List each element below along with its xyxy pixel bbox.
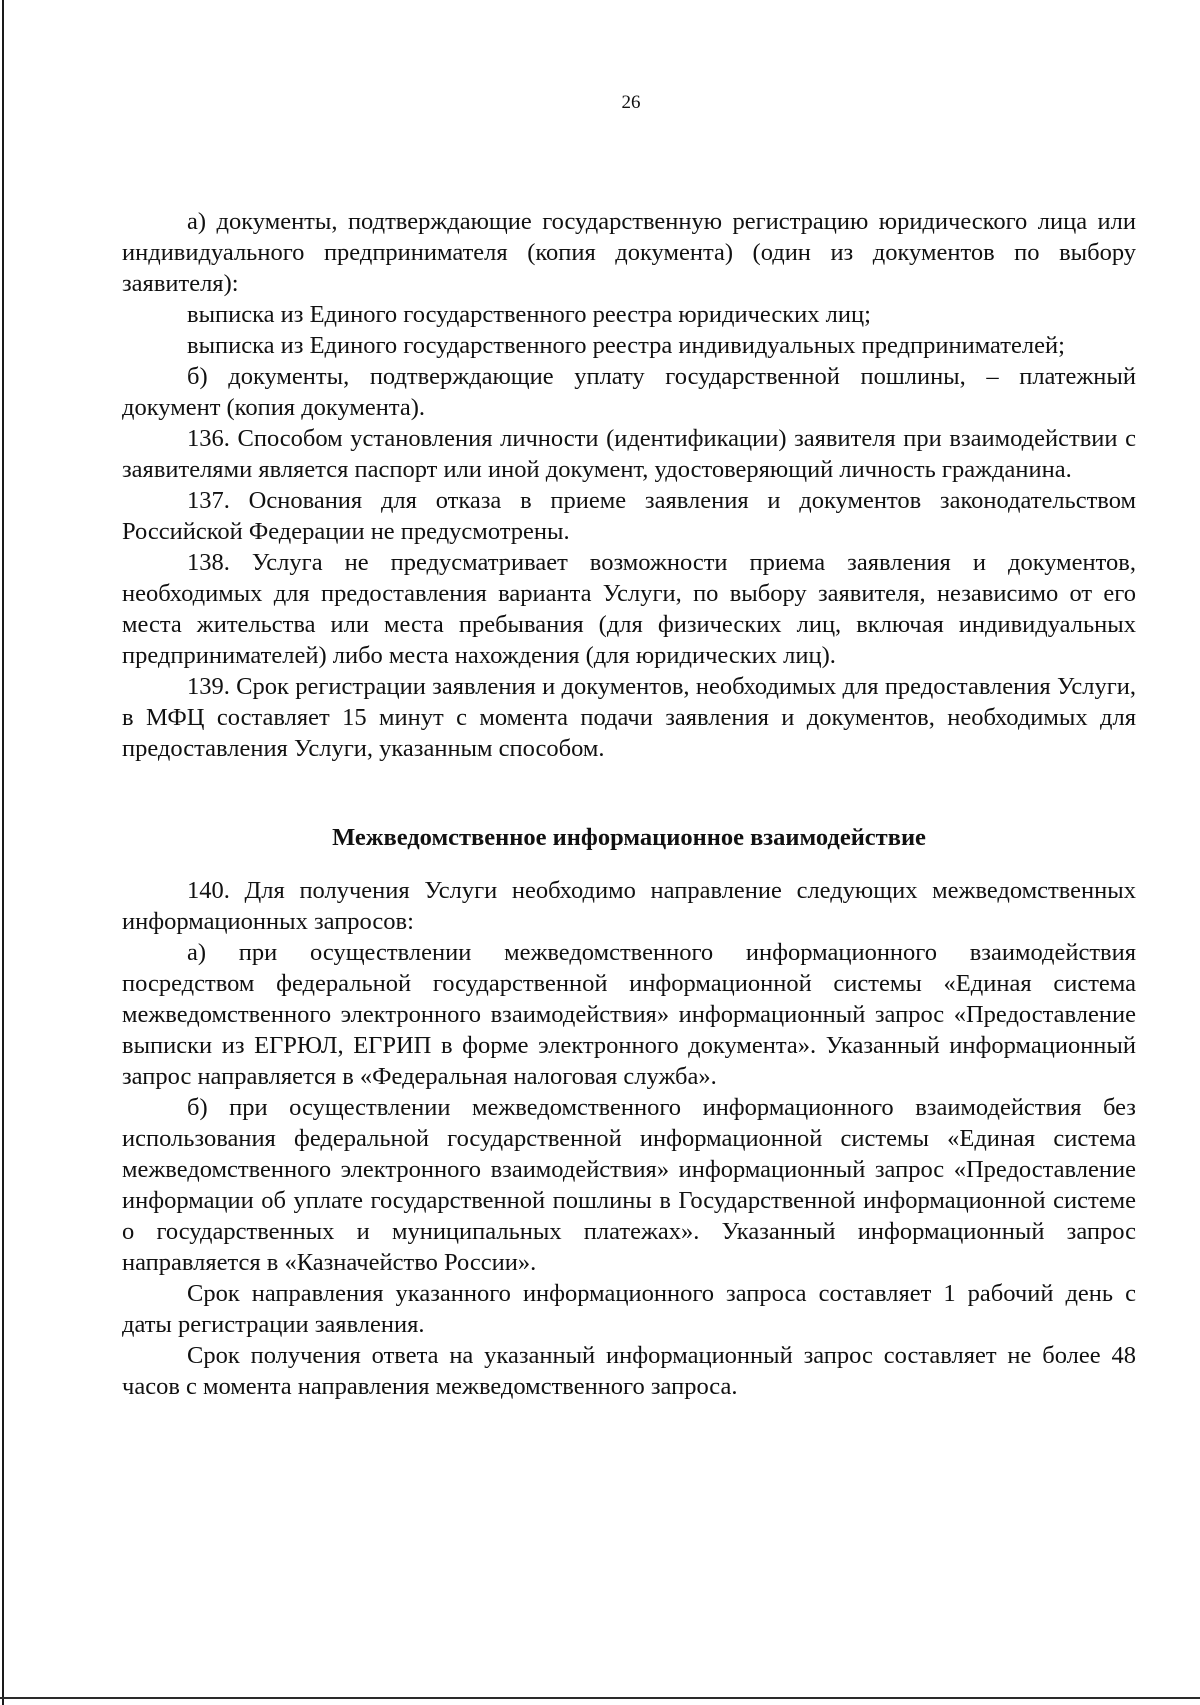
section-heading: Межведомственное информационное взаимодействие [332, 824, 926, 851]
scan-edge-left [2, 0, 4, 1705]
document-body [122, 206, 1136, 1402]
paragraph: Срок направления указанного информационного запроса составляет 1 рабочий день с даты регистрации заявления. [122, 1280, 1136, 1338]
paragraph: б) документы, подтверждающие уплату государственной пошлины, – платежный документ (копия документа). [122, 363, 1136, 421]
paragraph: выписка из Единого государственного реестра индивидуальных предпринимателей; [187, 332, 1065, 359]
paragraph: 137. Основания для отказа в приеме заявления и документов законодательством Российской Федерации не предусмотрены. [122, 487, 1136, 545]
paragraph: а) документы, подтверждающие государственную регистрацию юридического лица или индивидуального предпринимателя (копия документа) (один из документов по выбору заявителя): [122, 208, 1136, 297]
paragraph: Срок получения ответа на указанный информационный запрос составляет не более 48 часов с момента направления межведомственного запроса. [122, 1342, 1136, 1400]
paragraph: выписка из Единого государственного реестра юридических лиц; [187, 301, 871, 328]
paragraph: 139. Срок регистрации заявления и документов, необходимых для предоставления Услуги, в МФЦ составляет 15 минут с момента подачи заявления и документов, необходимых для предоставления Услуги, указанным способом. [122, 673, 1136, 762]
paragraph: 140. Для получения Услуги необходимо направление следующих межведомственных информационных запросов: [122, 877, 1136, 935]
paragraph: 136. Способом установления личности (идентификации) заявителя при взаимодействии с заявителями является паспорт или иной документ, удостоверяющий личность гражданина. [122, 425, 1136, 483]
scan-edge-bottom [0, 1697, 1200, 1699]
page-number: 26 [621, 92, 641, 113]
paragraph: а) при осуществлении межведомственного информационного взаимодействия посредством федеральной государственной информационной системы «Единая система межведомственного электронного взаимодействия» информационный запрос «Предоставление выписки из ЕГРЮЛ, ЕГРИП в форме электронного документа». Указанный информационный запрос направляется в «Федеральная налоговая служба». [122, 939, 1136, 1090]
paragraph: 138. Услуга не предусматривает возможности приема заявления и документов, необходимых для предоставления варианта Услуги, по выбору заявителя, независимо от его места жительства или места пребывания (для физических лиц, включая индивидуальных предпринимателей) либо места нахождения (для юридических лиц). [122, 549, 1136, 669]
paragraph: б) при осуществлении межведомственного информационного взаимодействия без использования федеральной государственной информационной системы «Единая система межведомственного электронного взаимодействия» информационный запрос «Предоставление информации об уплате государственной пошлины в Государственной информационной системе о государственных и муниципальных платежах». Указанный информационный запрос направляется в «Казначейство России». [122, 1094, 1136, 1276]
